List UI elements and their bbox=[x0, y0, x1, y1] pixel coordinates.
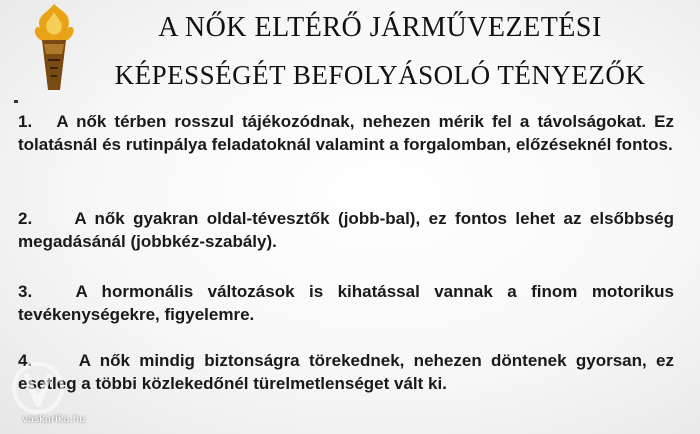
item-number: 3. bbox=[18, 282, 33, 301]
item-number: 4. bbox=[18, 351, 33, 370]
item-number: 1. bbox=[18, 112, 33, 131]
list-item bbox=[18, 349, 674, 395]
watermark-text: vaskarika.hu bbox=[22, 414, 86, 425]
item-text: A nők mindig biztonságra törekednek, nehezen döntenek gyorsan, ez esetleg a többi közlekedőnél türelmetlenséget vált ki. bbox=[18, 351, 674, 393]
title-line-2: KÉPESSÉGÉT BEFOLYÁSOLÓ TÉNYEZŐK bbox=[114, 60, 646, 90]
item-text: A hormonális változások is kihatással vannak a finom motorikus tevékenységekre, figyelemre. bbox=[18, 282, 674, 324]
list-item bbox=[18, 207, 674, 253]
item-number: 2. bbox=[18, 209, 33, 228]
title-line-1: A NŐK ELTÉRŐ JÁRMŰVEZETÉSI bbox=[158, 12, 602, 43]
item-text: A nők térben rosszul tájékozódnak, nehezen mérik fel a távolságokat. Ez tolatásnál és rutinpálya feladatoknál valamint a forgalomban, előzéseknél fontos. bbox=[18, 112, 675, 154]
bullet-dot bbox=[14, 100, 18, 103]
item-text: A nők gyakran oldal-tévesztők (jobb-bal), ez fontos lehet az elsőbbség megadásánál (jobbkéz-szabály). bbox=[18, 209, 674, 251]
list-item bbox=[18, 110, 674, 156]
list-item bbox=[18, 280, 674, 326]
